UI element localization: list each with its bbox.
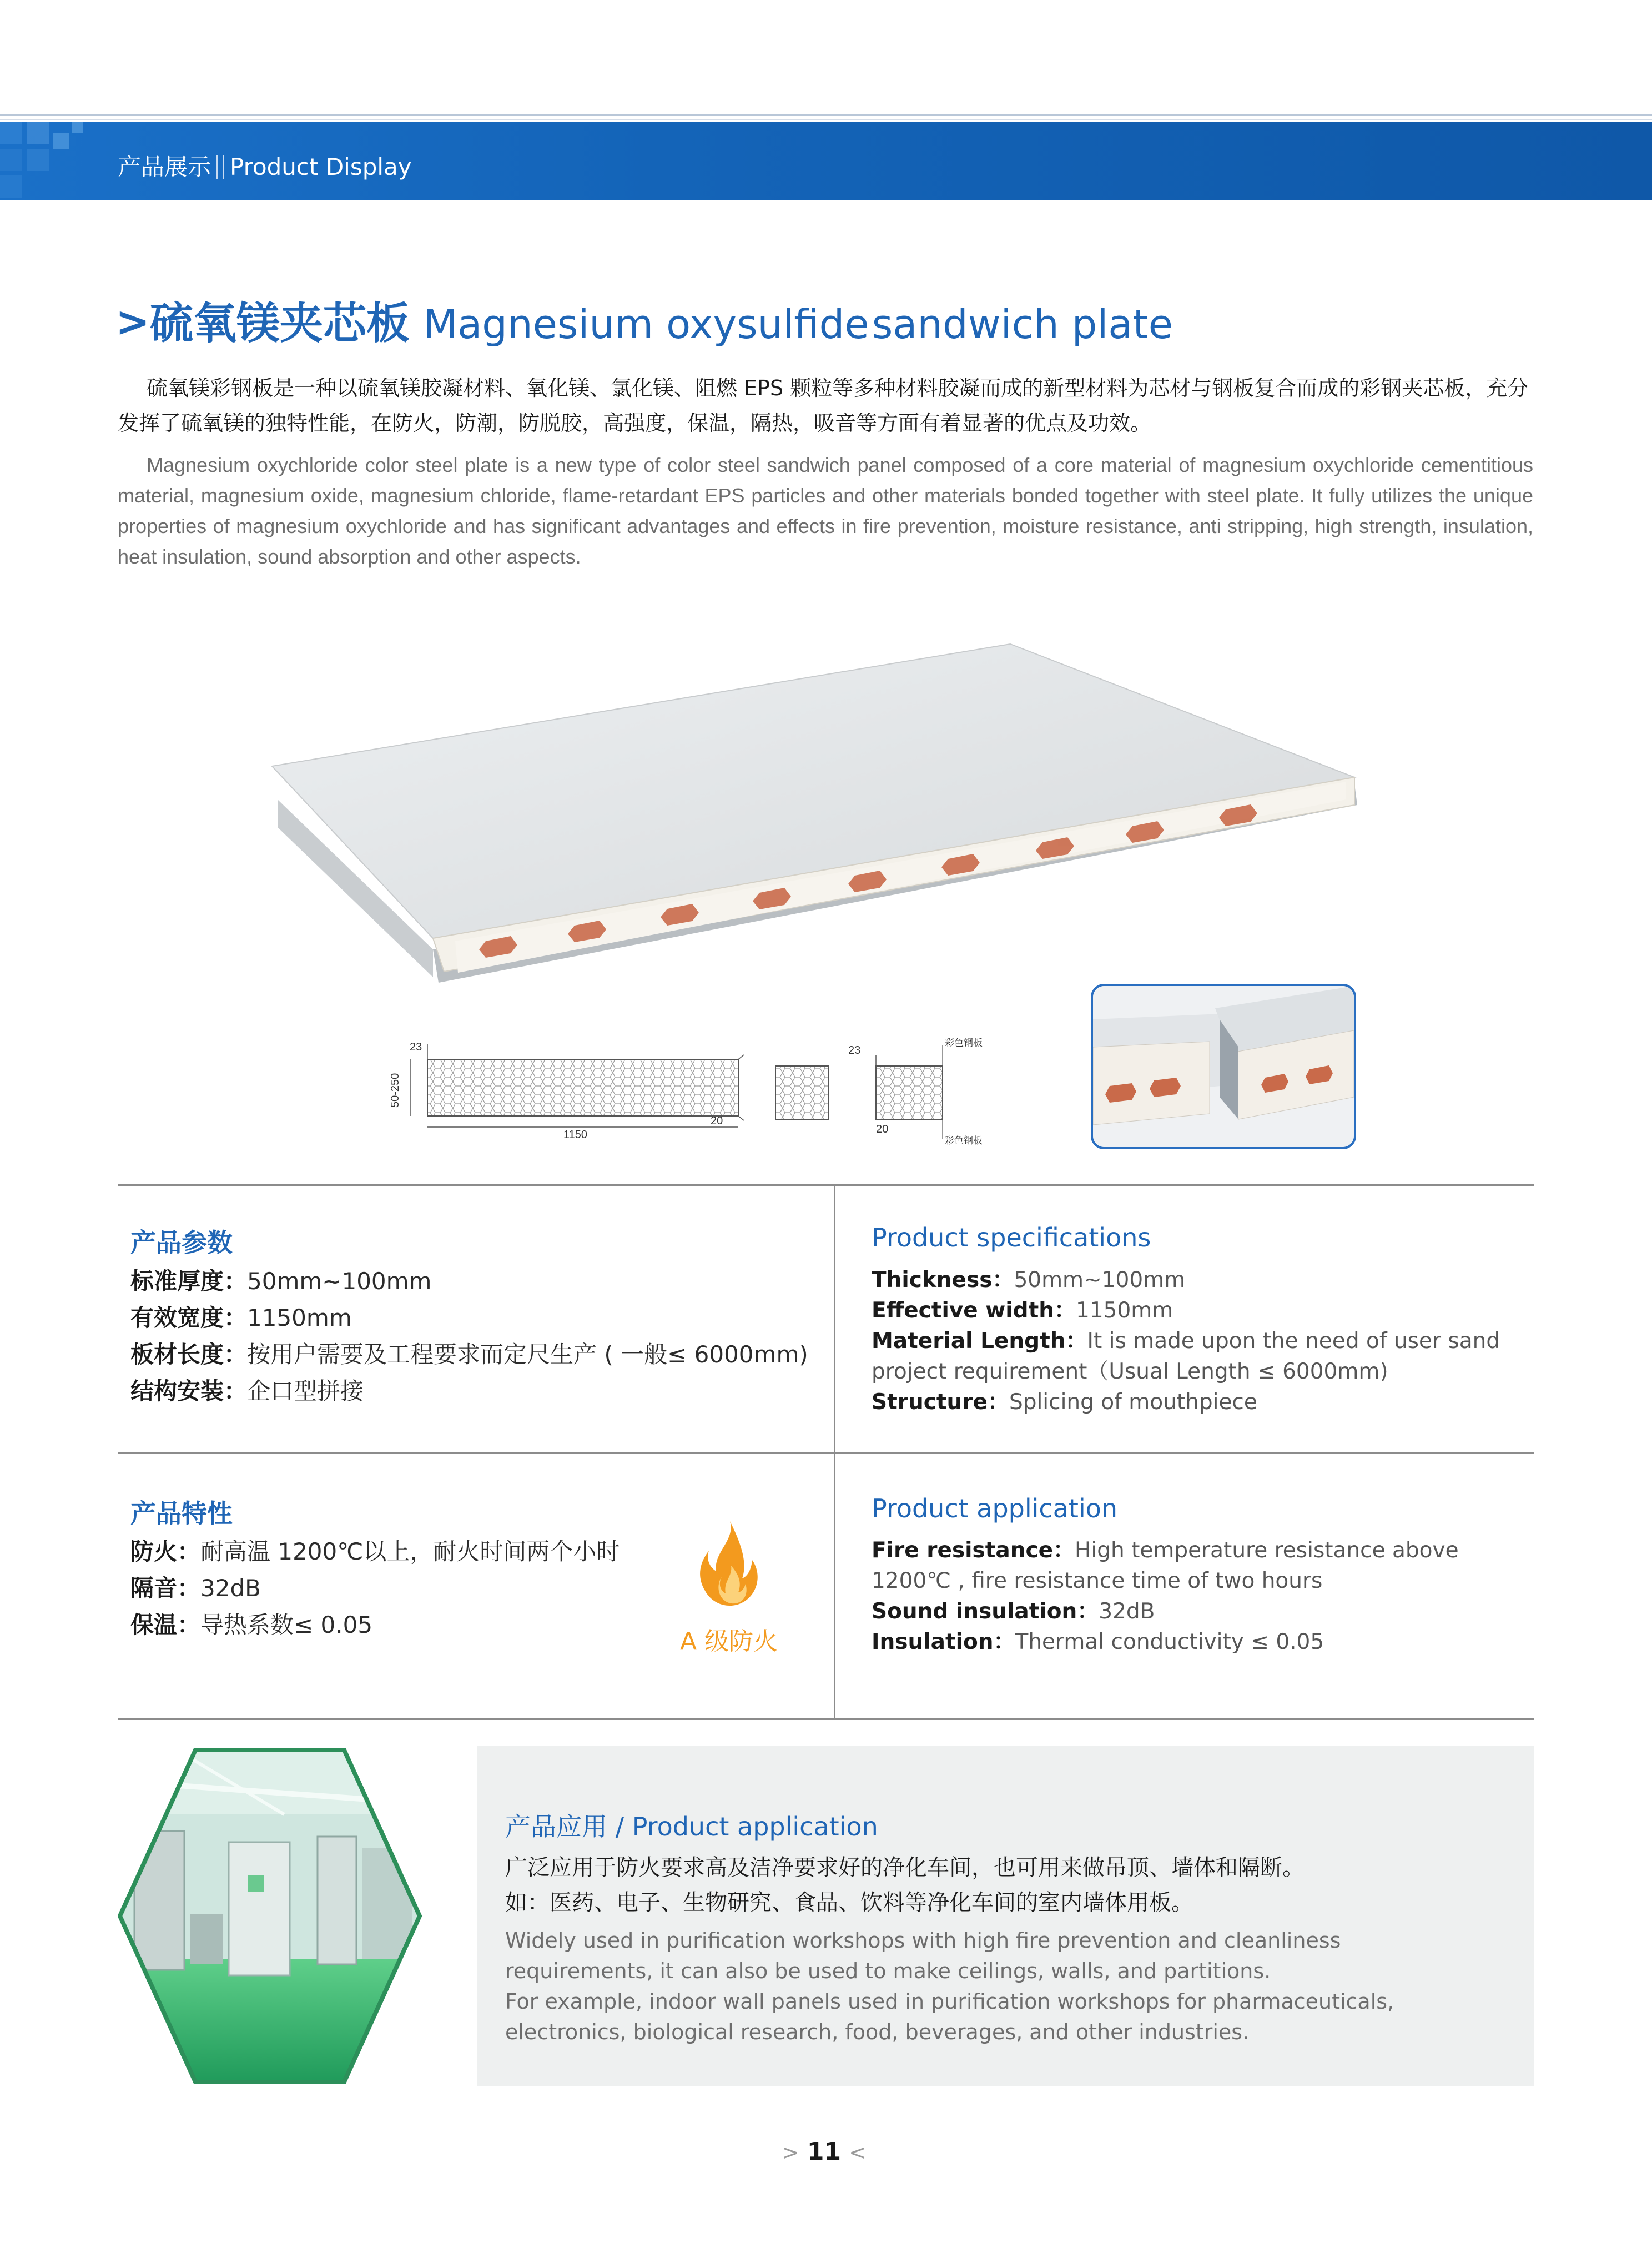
spec-row-structure bbox=[130, 1373, 824, 1410]
page-number-value: 11 bbox=[807, 2138, 842, 2166]
spec-en-length bbox=[872, 1326, 1515, 1387]
spec-en-label: Thickness： bbox=[872, 1268, 1014, 1293]
spec-en-label: Effective width： bbox=[872, 1298, 1076, 1323]
header-squares-decoration bbox=[0, 122, 105, 200]
fire-grade-badge: A 级防火 bbox=[680, 1627, 778, 1656]
spec-en-value: 1150mm bbox=[1076, 1298, 1173, 1323]
features-list-cn bbox=[130, 1533, 686, 1643]
specs-title-cn: 产品参数 bbox=[130, 1228, 233, 1258]
table-top-rule bbox=[118, 1184, 1534, 1186]
table-vertical-rule bbox=[834, 1184, 835, 1720]
spec-en-value: It is made upon the need of user sand project requirement（Usual Length ≤ 6000mm) bbox=[872, 1329, 1500, 1384]
spec-en-width bbox=[872, 1295, 1515, 1326]
spec-value: 50mm~100mm bbox=[247, 1268, 432, 1295]
sandwich-panel-image bbox=[266, 638, 1377, 994]
page-number bbox=[782, 2138, 867, 2166]
page-title-en-bold: Magnesium oxysulfide bbox=[423, 301, 869, 348]
feature-value: 耐高温 1200℃以上，耐火时间两个小时 bbox=[200, 1538, 620, 1565]
features-title-en: Product application bbox=[872, 1493, 1118, 1523]
spec-value: 按用户需要及工程要求而定尺生产 ( 一般≤ 6000mm) bbox=[247, 1341, 808, 1368]
dim-width-label: 1150 bbox=[563, 1129, 588, 1141]
dim-23-label-2: 23 bbox=[848, 1044, 861, 1057]
flame-icon bbox=[697, 1518, 763, 1613]
steel-bottom-label: 彩色钢板 bbox=[945, 1135, 983, 1146]
spec-value: 1150mm bbox=[247, 1304, 352, 1331]
specs-list-cn bbox=[130, 1263, 824, 1410]
feature-row-sound bbox=[130, 1570, 686, 1607]
workshop-photo bbox=[118, 1748, 422, 2084]
header-title-en: Product Display bbox=[230, 153, 412, 180]
application-en-para-1: Widely used in purification workshops with high fire prevention and cleanliness requirements, it can also be used to make ceilings, walls, and partitions. bbox=[505, 1928, 1341, 1983]
feature-en-value: 32dB bbox=[1099, 1599, 1155, 1624]
spec-label: 板材长度： bbox=[130, 1341, 248, 1368]
spec-en-value: Splicing of mouthpiece bbox=[1009, 1390, 1257, 1415]
header-top-rule bbox=[0, 114, 1652, 116]
title-chevron-icon: > bbox=[115, 298, 150, 346]
application-text-en bbox=[505, 1925, 1493, 2048]
header-title bbox=[118, 149, 412, 182]
table-middle-rule bbox=[118, 1452, 1534, 1454]
spec-en-structure bbox=[872, 1387, 1515, 1417]
feature-en-label: Sound insulation： bbox=[872, 1599, 1099, 1624]
feature-en-value: Thermal conductivity ≤ 0.05 bbox=[1015, 1630, 1324, 1654]
page-arrow-right-icon: < bbox=[849, 2140, 867, 2165]
feature-label: 防火： bbox=[130, 1538, 201, 1565]
application-title: 产品应用 / Product application bbox=[505, 1812, 878, 1842]
features-title-cn: 产品特性 bbox=[130, 1498, 233, 1528]
spec-en-thickness bbox=[872, 1265, 1515, 1295]
spec-row-width bbox=[130, 1300, 824, 1336]
spec-label: 标准厚度： bbox=[130, 1268, 248, 1295]
dim-height-label: 50-250 bbox=[389, 1073, 401, 1108]
spec-en-value: 50mm~100mm bbox=[1014, 1268, 1186, 1293]
header-title-cn: 产品展示 bbox=[118, 153, 211, 180]
intro-paragraph-en: Magnesium oxychloride color steel plate is a new type of color steel sandwich panel composed of a core material of magnesium oxychloride cementitious material, magnesium oxide, magnesium chloride, flame-retardant EPS particles and other materials bonded together with steel plate. It fully utilizes the unique properties of magnesium oxychloride and has significant advantages and effects in fire prevention, moisture resistance, anti stripping, high strength, insulation, heat insulation, sound absorption and other aspects. bbox=[118, 454, 1533, 568]
header-separator bbox=[216, 155, 224, 179]
page-title bbox=[115, 289, 1173, 351]
spec-row-length bbox=[130, 1336, 824, 1373]
feature-en-insulation bbox=[872, 1627, 1471, 1657]
page-title-cn: 硫氧镁夹芯板 bbox=[150, 299, 410, 349]
specs-title-en: Product specifications bbox=[872, 1223, 1151, 1253]
spec-en-label: Material Length： bbox=[872, 1329, 1087, 1354]
feature-row-insulation bbox=[130, 1607, 686, 1643]
dim-20-label: 20 bbox=[711, 1115, 723, 1127]
application-cn-line-1: 广泛应用于防火要求高及洁净要求好的净化车间，也可用来做吊顶、墙体和隔断。 bbox=[505, 1855, 1305, 1880]
page-arrow-left-icon: > bbox=[782, 2140, 799, 2165]
spec-label: 结构安装： bbox=[130, 1377, 248, 1405]
header-top-rule-thin bbox=[0, 119, 1652, 120]
dim-23-label: 23 bbox=[410, 1041, 422, 1053]
cross-section-diagram bbox=[383, 1033, 1005, 1155]
application-cn-line-2: 如：医药、电子、生物研究、食品、饮料等净化车间的室内墙体用板。 bbox=[505, 1890, 1193, 1915]
specs-list-en bbox=[872, 1265, 1515, 1417]
feature-en-label: Fire resistance： bbox=[872, 1538, 1075, 1563]
feature-value: 32dB bbox=[200, 1575, 261, 1602]
features-list-en bbox=[872, 1535, 1471, 1657]
dim-20-label-2: 20 bbox=[876, 1123, 889, 1135]
feature-label: 保温： bbox=[130, 1611, 201, 1638]
table-bottom-rule bbox=[118, 1718, 1534, 1720]
feature-en-sound bbox=[872, 1596, 1471, 1627]
application-text-cn bbox=[505, 1850, 1504, 1920]
feature-row-fire bbox=[130, 1533, 686, 1570]
spec-label: 有效宽度： bbox=[130, 1304, 248, 1331]
intro-paragraph-cn: 硫氧镁彩钢板是一种以硫氧镁胶凝材料、氧化镁、氯化镁、阻燃 EPS 颗粒等多种材料胶凝而成的新型材料为芯材与钢板复合而成的彩钢夹芯板，充分发挥了硫氧镁的独特性能，在防火，防潮，防脱胶，高强度，保温，隔热，吸音等方面有着显著的优点及功效。 bbox=[118, 376, 1529, 435]
steel-top-label: 彩色钢板 bbox=[945, 1038, 983, 1049]
panel-joint-photo bbox=[1091, 984, 1356, 1149]
spec-en-label: Structure： bbox=[872, 1390, 1009, 1415]
page-title-en-rest: sandwich plate bbox=[872, 301, 1173, 348]
feature-label: 隔音： bbox=[130, 1575, 201, 1602]
spec-value: 企口型拼接 bbox=[247, 1377, 364, 1405]
feature-value: 导热系数≤ 0.05 bbox=[200, 1611, 373, 1638]
feature-en-label: Insulation： bbox=[872, 1630, 1015, 1654]
feature-en-fire bbox=[872, 1535, 1471, 1596]
application-en-para-2: For example, indoor wall panels used in purification workshops for pharmaceuticals, electronics, biological research, food, beverages, and other industries. bbox=[505, 1989, 1394, 2044]
spec-row-thickness bbox=[130, 1263, 824, 1300]
feature-en-value: High temperature resistance above 1200℃ , fire resistance time of two hours bbox=[872, 1538, 1459, 1593]
